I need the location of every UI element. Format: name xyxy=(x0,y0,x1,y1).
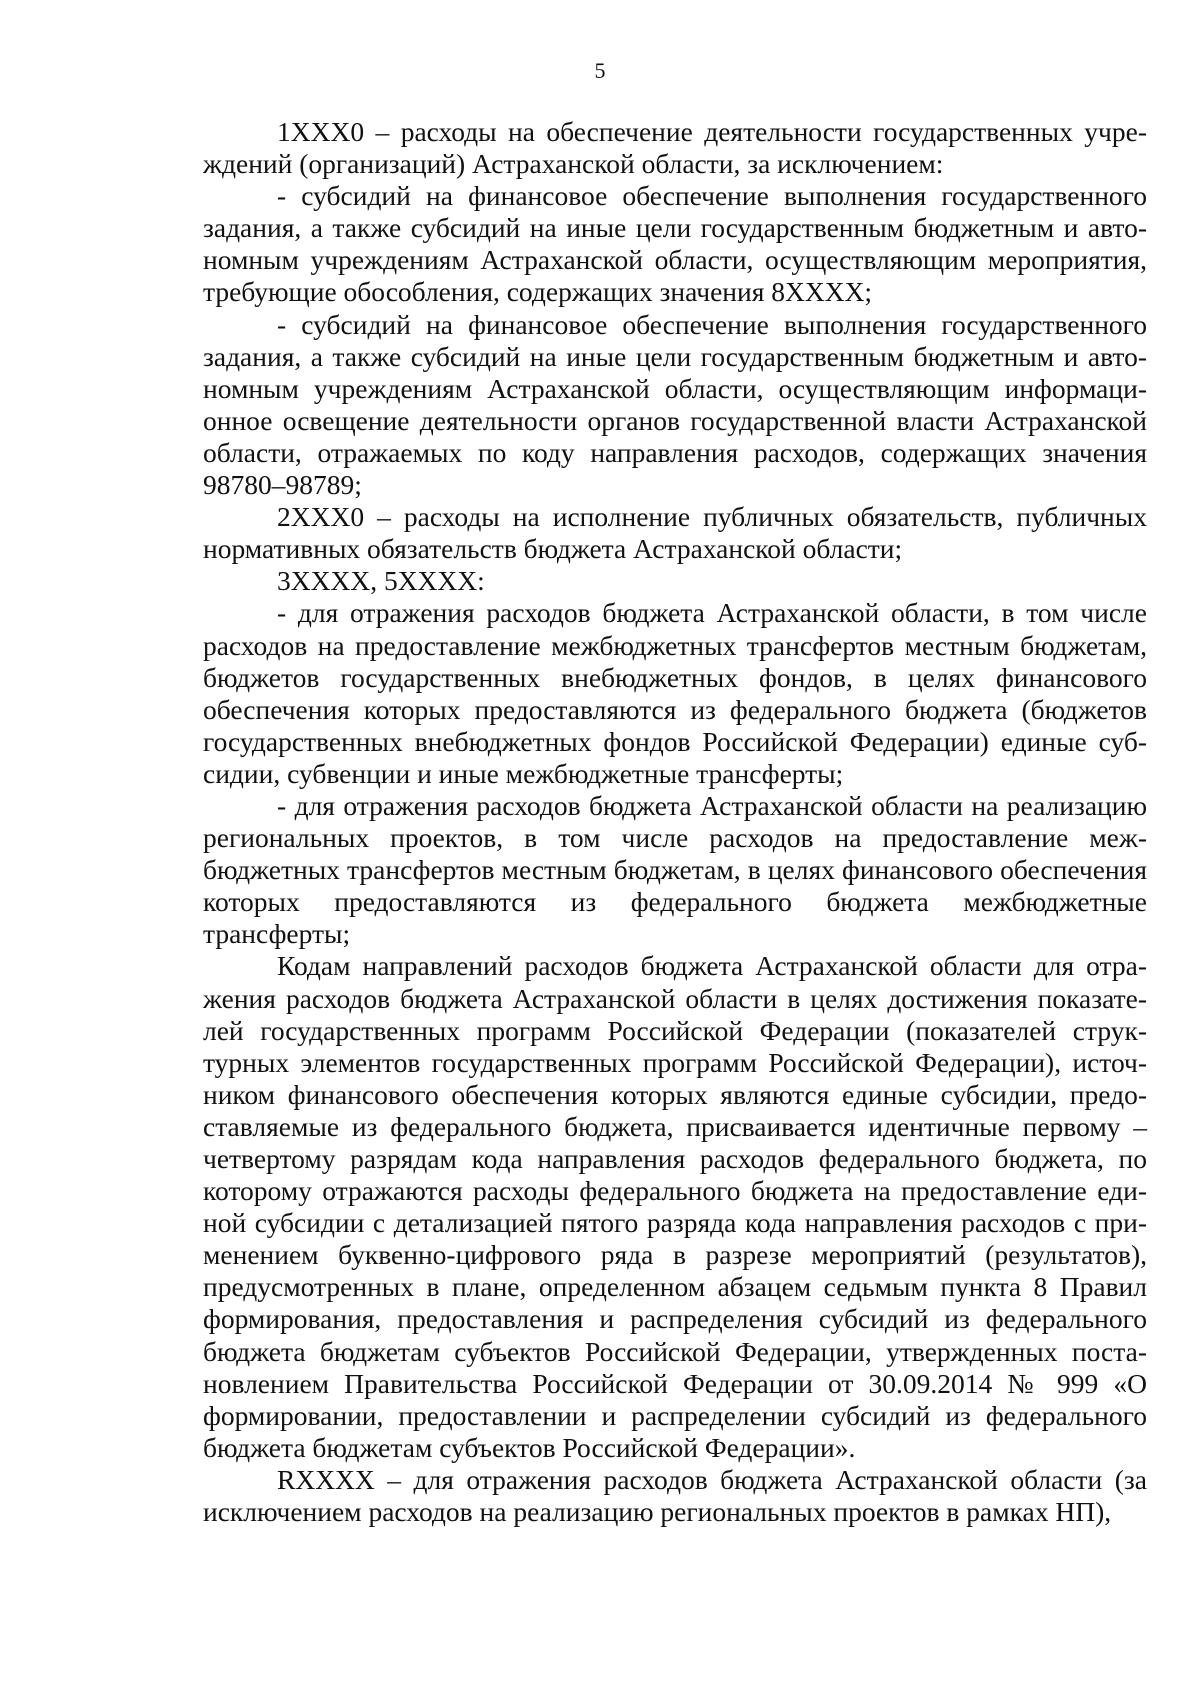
paragraph: 3XXXX, 5XXXX: xyxy=(277,565,485,597)
paragraph: - субсидий на финансовое обеспечение выполнения государственного задания, а также субсидий на иные цели государственным бюджетным и автономным учреждениям Астраханской области, осуществляющим мероприятия, требующие обособления, содержащих значения 8XXXX; xyxy=(203,180,1147,308)
paragraph: 1XXX0 – расходы на обеспечение деятельности государственных учреждений (организаций) Астраханской области, за исключением: xyxy=(203,116,1147,180)
paragraph: - субсидий на финансовое обеспечение выполнения государственного задания, а также субсидий на иные цели государственным бюджетным и автономным учреждениям Астраханской области, осуществляющим информационное освещение деятельности органов государственной власти Астраханской области, отражаемых по коду направления расходов, содержащих значения 98780–98789; xyxy=(203,308,1147,501)
paragraph: Кодам направлений расходов бюджета Астраханской области для отражения расходов бюджета Астраханской области в целях достижения показателей государственных программ Российской Федерации (показателей структурных элементов государственных программ Российской Федерации), источником финансового обеспечения которых являются единые субсидии, предоставляемые из федерального бюджета, присваивается идентичные первому – четвертому разрядам кода направления расходов федерального бюджета, по которому отражаются расходы федерального бюджета на предоставление единой субсидии с детализацией пятого разряда кода направления расходов с применением буквенно-цифрового ряда в разрезе мероприятий (результатов), предусмотренных в плане, определенном абзацем седьмым пункта 8 Правил формирования, предоставления и распределения субсидий из федерального бюджета бюджетам субъектов Российской Федерации, утвержденных постановлением Правительства Российской Федерации от 30.09.2014 № 999 «О формировании, предоставлении и распределении субсидий из федерального бюджета бюджетам субъектов Российской Федерации». xyxy=(203,950,1147,1463)
paragraph: 2XXX0 – расходы на исполнение публичных обязательств, публичных нормативных обязательств бюджета Астраханской области; xyxy=(203,501,1147,565)
page-number: 5 xyxy=(594,58,606,83)
paragraph: - для отражения расходов бюджета Астраханской области, в том числе расходов на предоставление межбюджетных трансфертов местным бюджетам, бюджетов государственных внебюджетных фондов, в целях финансового обеспечения которых предоставляются из федерального бюджета (бюджетов государственных внебюджетных фондов Российской Федерации) единые субсидии, субвенции и иные межбюджетные трансферты; xyxy=(203,597,1147,789)
paragraph: - для отражения расходов бюджета Астраханской области на реализацию региональных проектов, в том числе расходов на предоставление межбюджетных трансфертов местным бюджетам, в целях финансового обеспечения которых предоставляются из федерального бюджета межбюджетные трансферты; xyxy=(203,789,1147,950)
document-body xyxy=(203,116,1147,1528)
paragraph: RXXXX – для отражения расходов бюджета Астраханской области (за исключением расходов на реализацию региональных проектов в рамках НП), xyxy=(203,1463,1147,1528)
